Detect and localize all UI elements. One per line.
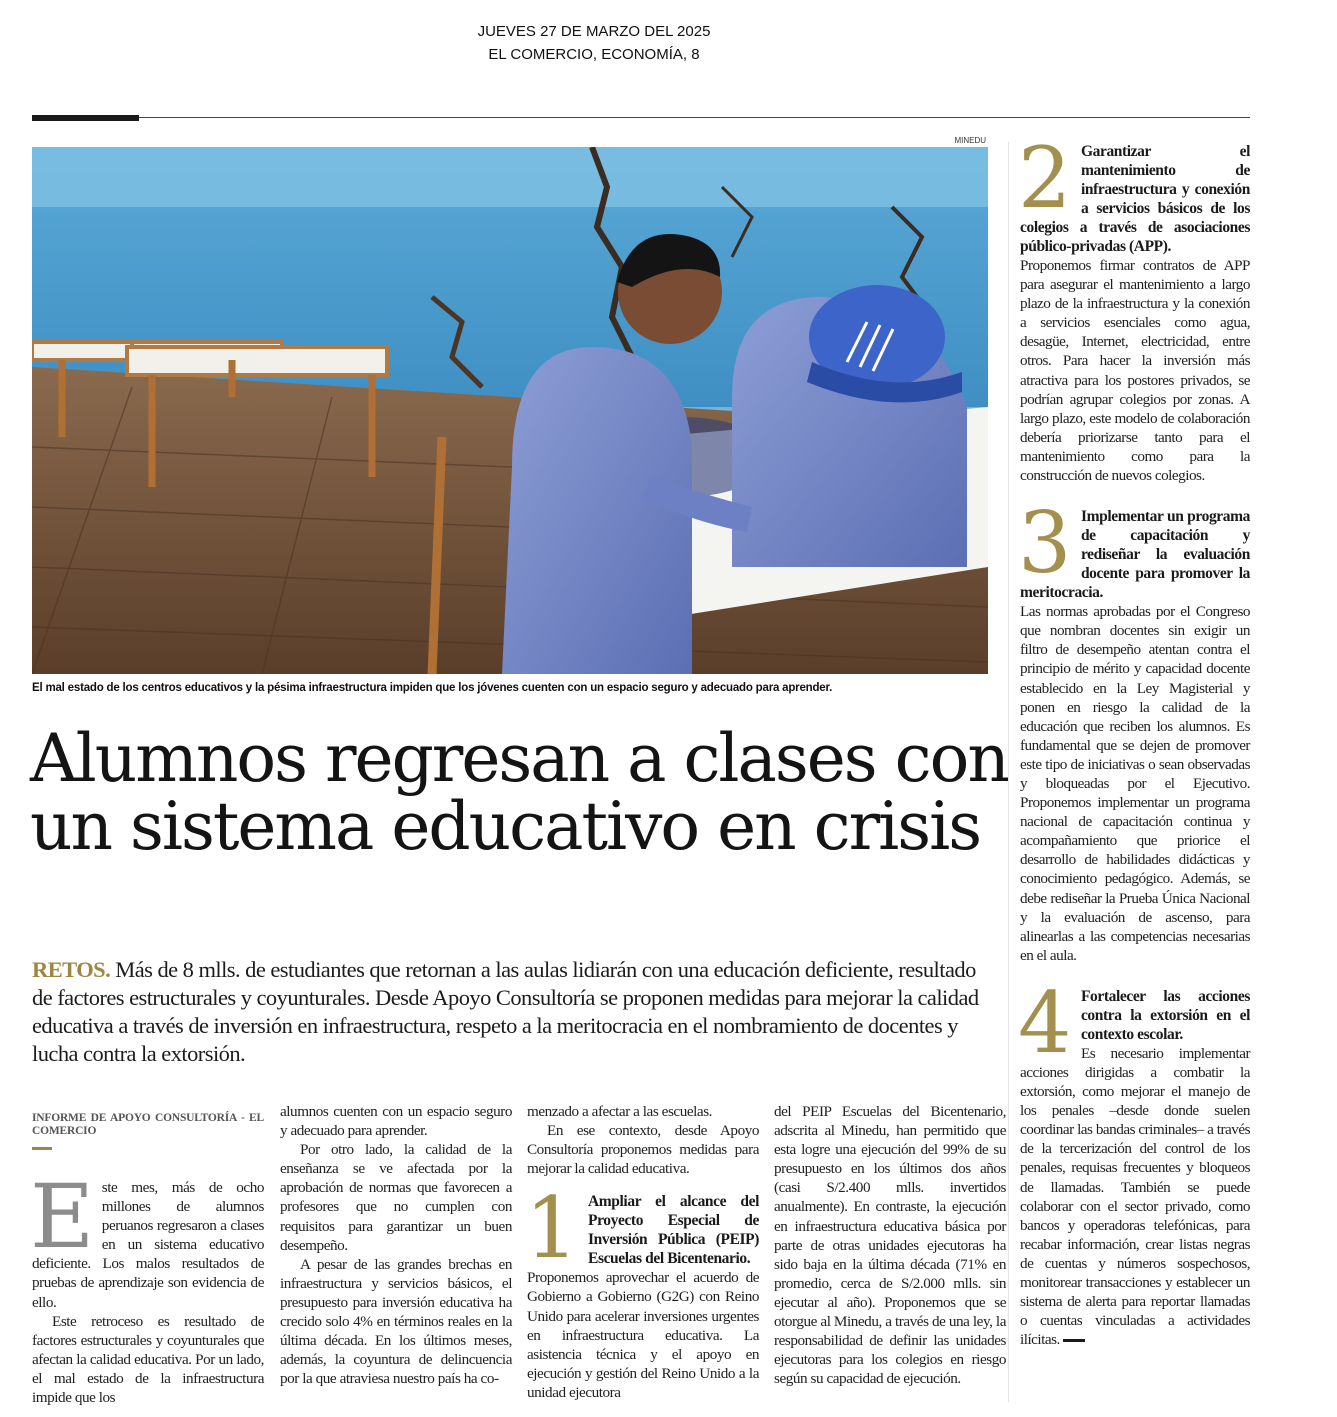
proposal-1 <box>525 1179 759 1402</box>
date-line: JUEVES 27 DE MARZO DEL 2025 <box>477 23 711 40</box>
intro-paragraph <box>30 1165 264 1312</box>
headline-line-2: un sistema educativo en crisis <box>30 788 981 865</box>
body-paragraph: alumnos cuenten con un espacio seguro y adecuado para aprender. <box>280 1103 512 1140</box>
photo-credit: MINEDU <box>954 136 986 145</box>
body-paragraph: menzado a afectar a las escuelas. <box>527 1103 712 1120</box>
body-column-2 <box>280 1102 512 1388</box>
column-separator <box>1008 142 1009 1402</box>
proposal-4 <box>1018 973 1250 1350</box>
byline: INFORME DE APOYO CONSULTORÍA - EL COMERCIO <box>32 1112 264 1137</box>
proposal-text: Las normas aprobadas por el Congreso que nombran docentes sin exigir un filtro de desempeño atentan contra el principio de mérito y capacidad docente establecido en la Ley Magisterial y ponen en riesgo la calidad de la educación que reciben los alumnos. Es fundamental que se dejen de promover este tipo de iniciativas o sean observadas y bloqueadas por el Ejecutivo. Proponemos implementar un programa nacional de capacitación continua y acompañamiento que priorice el desarrollo de habilidades didácticas y conocimiento pedagógico. Además, se debe rediseñar la Prueba Única Nacional y la evaluación de ascenso, para alinearlas a las competencias necesarias en el aula. <box>1020 603 1250 964</box>
body-paragraph: En ese contexto, desde Apoyo Consultoría proponemos medidas para mejorar la calidad educativa. <box>527 1122 759 1178</box>
byline-bar <box>32 1147 52 1150</box>
proposal-number: 4 <box>1018 973 1071 1072</box>
proposal-text: Proponemos aprovechar el acuerdo de Gobierno a Gobierno (G2G) con Reino Unido para acelerar inversiones urgentes en infraestructura educativa. La asistencia técnica y el apoyo en ejecución y gestión del Reino Unido a la unidad ejecutora <box>527 1269 759 1401</box>
dek <box>32 956 987 1068</box>
proposal-3 <box>1018 494 1250 965</box>
proposal-text: Es necesario implementar acciones dirigidas a combatir la extorsión, como mejorar el manejo de los penales –desde donde suelen coordinar las bandas criminales– a través de la tercerización del control de los penales, requisas frecuentes y bloqueos de llamadas. También se puede colaborar con el sector privado, como bancos y operadoras telefónicas, para recabar información, crear listas negras de cuentas y números sospechosos, monitorear transacciones y establecer un sistema de alerta para reportar llamadas o cuentas vinculadas a actividades ilícitas. <box>1020 1044 1250 1349</box>
section-marker-bar <box>32 115 139 121</box>
body-column-4 <box>774 1102 1006 1388</box>
body-column-1 <box>32 1102 264 1407</box>
headline-line-1: Alumnos regresan a clases con <box>30 720 1008 797</box>
body-paragraph: Este retroceso es resultado de factores estructurales y coyunturales que afectan la calidad educativa. Por un lado, el mal estado de la infraestructura impide que los <box>32 1312 264 1407</box>
proposal-heading: Fortalecer las acciones contra la extorsión en el contexto escolar. <box>1080 987 1250 1043</box>
sidebar-column <box>1018 129 1250 1371</box>
source-line: EL COMERCIO, ECONOMÍA, 8 <box>488 46 700 63</box>
headline <box>30 720 1010 865</box>
proposal-text-wrap <box>1020 1044 1250 1350</box>
top-rule <box>32 117 1250 118</box>
proposal-text: Proponemos firmar contratos de APP para asegurar el mantenimiento a largo plazo de la infraestructura y la conexión a servicios esenciales como agua, desagüe, Internet, electricidad, entre otros. Para hacer la inversión más atractiva para los postores privados, se podrían agrupar colegios por zonas. A largo plazo, este modelo de colaboración debería priorizarse tanto para el mantenimiento como para la construcción de nuevos colegios. <box>1020 257 1250 485</box>
end-mark <box>1063 1339 1085 1342</box>
proposal-number: 3 <box>1018 494 1071 593</box>
body-column-3 <box>527 1102 759 1402</box>
proposal-heading: Ampliar el alcance del Proyecto Especial de Inversión Pública (PEIP) Escuelas del Bicentenario. <box>588 1193 759 1268</box>
proposal-number: 2 <box>1018 129 1071 227</box>
proposal-2 <box>1018 129 1250 485</box>
proposal-heading: Implementar un programa de capacitación y rediseñar la evaluación docente para promover la meritocracia. <box>1020 508 1250 602</box>
intro-text: ste mes, más de ocho millones de alumnos peruanos regresaron a clases en un sistema educativo deficiente. Los malos resultados de pruebas de aprendizaje son evidencia de ello. <box>32 1179 264 1311</box>
dek-text: Más de 8 mlls. de estudiantes que retornan a las aulas lidiarán con una educación deficiente, resultado de factores estructurales y coyunturales. Desde Apoyo Consultoría se proponen medidas para mejorar la calidad educativa a través de inversión en infraestructura, respeto a la meritocracia en el nombramiento de docentes y lucha contra la extorsión. <box>32 957 979 1066</box>
body-paragraph: A pesar de las grandes brechas en infraestructura y servicios básicos, el presupuesto para inversión educativa ha crecido solo 4% en términos reales en la última década. En los últimos meses, además, la coyuntura de delincuencia por la que atraviesa nuestro país ha co- <box>280 1255 512 1388</box>
photo-caption: El mal estado de los centros educativos y la pésima infraestructura impiden que los jóvenes cuenten con un espacio seguro y adecuado para aprender. <box>32 682 833 694</box>
dek-kicker: RETOS. <box>32 957 111 982</box>
proposal-number: 1 <box>525 1179 578 1278</box>
classroom-photo <box>32 147 988 674</box>
body-paragraph: Por otro lado, la calidad de la enseñanza se ve afectada por la aprobación de normas que favorecen a profesores que no cumplen con requisitos para garantizar un buen desempeño. <box>280 1141 512 1254</box>
proposal-heading: Garantizar el mantenimiento de infraestructura y conexión a servicios básicos de los colegios a través de asociaciones público-privadas (APP). <box>1020 143 1250 255</box>
drop-cap: E <box>30 1165 94 1268</box>
proposal-text-continued: del PEIP Escuelas del Bicentenario, adscrita al Minedu, han permitido que esta logre una ejecución del 99% de su presupuesto en los últimos dos años (casi S/2.400 mlls. invertidos anualmente). En contraste, la ejecución en infraestructura educativa básica por parte de otras unidades ejecutoras ha sido baja en la última década (71% en promedio, cerca de S/2.000 mlls. sin ejecutar al año). Proponemos que se otorgue al Minedu, a través de una ley, la responsabilidad de definir las unidades ejecutoras para los colegios en riesgo según su capacidad de ejecución. <box>774 1103 1006 1388</box>
